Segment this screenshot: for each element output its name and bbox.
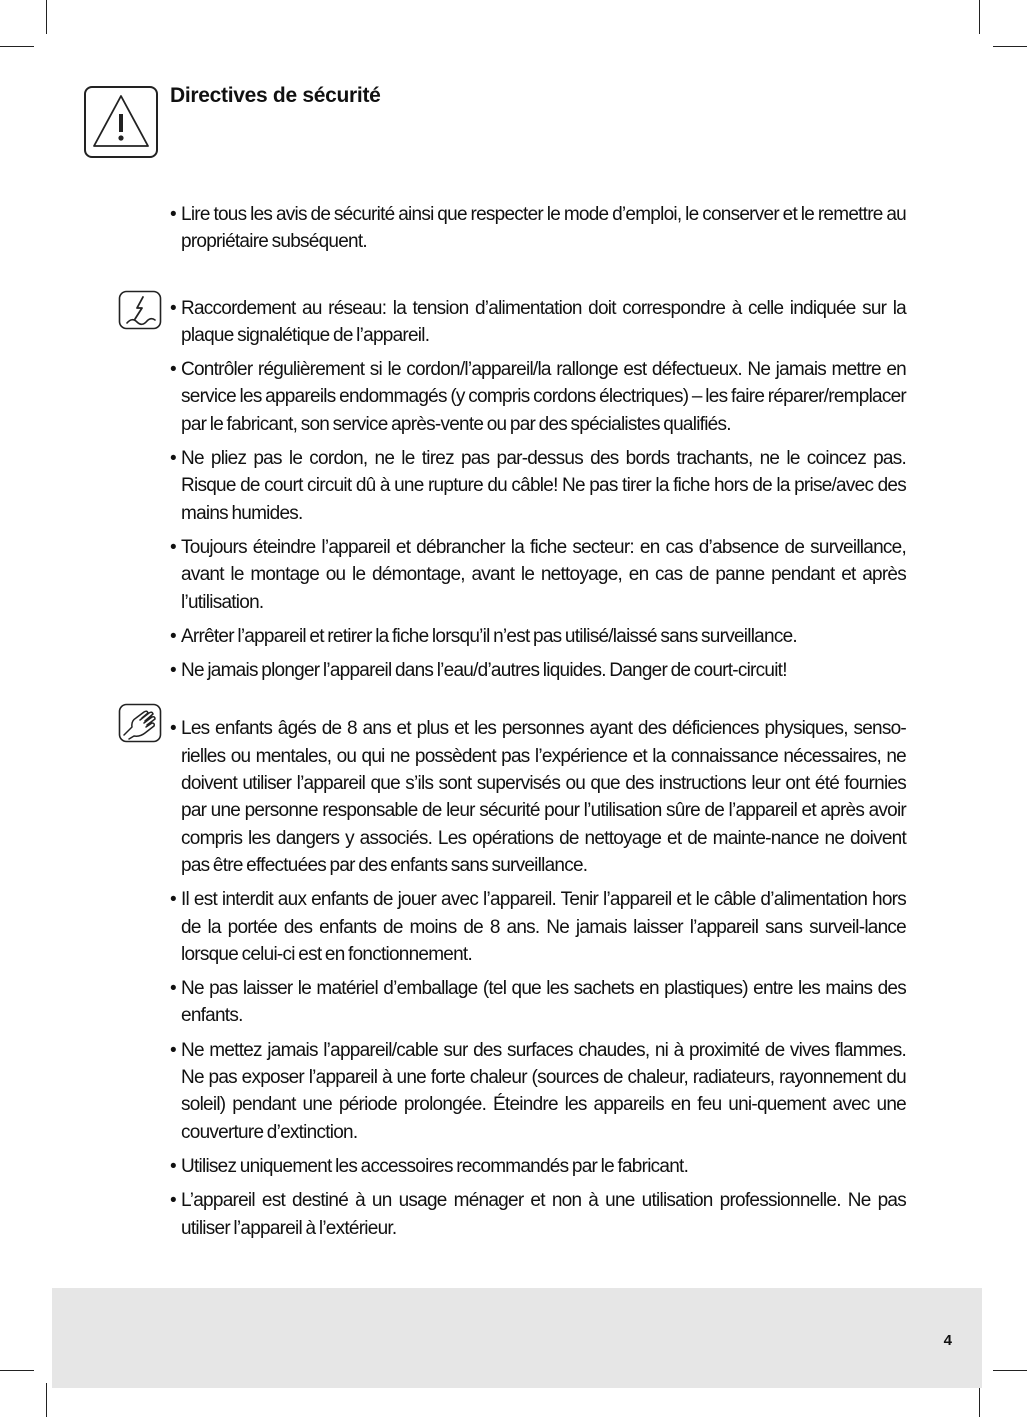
spacer (170, 691, 906, 715)
bullet: • (170, 297, 176, 319)
item-text: Ne pas laisser le matériel d’emballage (tel que les sachets en plastiques) entre les mains des enfants. (181, 978, 906, 1027)
list-item (170, 975, 906, 1030)
general-safety-list (170, 201, 906, 256)
bullet: • (170, 889, 176, 911)
spacer (170, 263, 906, 295)
item-text: Les enfants âgés de 8 ans et plus et les personnes ayant des déficiences physiques, senso-rielles ou mentales, ou qui ne possèdent pas l’expérience et la connaissance nécessaires, ne doivent utiliser l’appareil que s’ils sont supervisés ou que des instructions leur ont été fournies par une personne responsable de leur sécurité pour l’utilisation sûre de l’appareil et après avoir compris les dangers y associés. Les opérations de nettoyage et de mainte-nance ne doivent pas être effectuées par des enfants sans surveillance. (181, 718, 906, 876)
crop-mark (0, 1370, 34, 1371)
bullet: • (170, 660, 176, 682)
list-item (170, 201, 906, 256)
list-item (170, 657, 906, 684)
item-text: Lire tous les avis de sécurité ainsi que respecter le mode d’emploi, le conserver et le remettre au propriétaire subséquent. (181, 204, 906, 253)
crop-mark (46, 0, 47, 34)
list-item (170, 445, 906, 527)
list-item (170, 1153, 906, 1180)
bullet: • (170, 1190, 176, 1212)
list-item (170, 1037, 906, 1146)
bullet: • (170, 718, 176, 740)
crop-mark (979, 1383, 980, 1417)
item-text: Utilisez uniquement les accessoires recommandés par le fabricant. (181, 1155, 689, 1177)
list-item (170, 534, 906, 616)
bullet: • (170, 204, 176, 225)
crop-mark (993, 1370, 1027, 1371)
bullet: • (170, 625, 176, 647)
electrical-safety-list (170, 295, 906, 685)
crop-mark (0, 46, 34, 47)
item-text: Contrôler régulièrement si le cordon/l’appareil/la rallonge est défectueux. Ne jamais mettre en service les appareils endommagés (y compris cordons électriques) – les faire réparer/remplacer par le fabricant, son service après-vente ou par des spécialistes qualifiés. (181, 359, 906, 435)
hand-child-safety-icon (118, 703, 162, 743)
crop-mark (993, 46, 1027, 47)
item-text: Raccordement au réseau: la tension d’alimentation doit correspondre à celle indiquée sur la plaque signalétique de l’appareil. (181, 297, 906, 346)
list-item (170, 886, 906, 968)
bullet: • (170, 1039, 176, 1061)
children-safety-list (170, 715, 906, 1241)
item-text: Il est interdit aux enfants de jouer avec l’appareil. Tenir l’appareil et le câble d’alimentation hors de la portée des enfants de moins de 8 ans. Ne jamais laisser l’appareil sans surveil-lance lorsque celui-ci est en fonctionnement. (181, 889, 906, 965)
bullet: • (170, 536, 176, 558)
safety-content (170, 201, 906, 1249)
item-text: Toujours éteindre l’appareil et débrancher la fiche secteur: en cas d’absence de surveillance, avant le montage ou le démontage, avant le nettoyage, en cas de panne pendant et après l’utilisation. (181, 536, 906, 613)
item-text: Ne mettez jamais l’appareil/cable sur des surfaces chaudes, ni à proximité de vives flammes. Ne pas exposer l’appareil à une forte chaleur (sources de chaleur, radiateurs, rayonnement du soleil) pendant une période prolongée. Éteindre les appareils en feu uni-quement avec une couverture d’extinction. (181, 1039, 906, 1143)
page-number: 4 (943, 1332, 952, 1349)
list-item (170, 623, 906, 650)
list-item (170, 356, 906, 438)
list-item (170, 295, 906, 350)
item-text: Ne jamais plonger l’appareil dans l’eau/d’autres liquides. Danger de court-circuit! (181, 660, 787, 682)
list-item (170, 1187, 906, 1242)
item-text: L’appareil est destiné à un usage ménager et non à une utilisation professionnelle. Ne pas utiliser l’appareil à l’extérieur. (181, 1190, 906, 1239)
bullet: • (170, 448, 176, 470)
crop-mark (46, 1383, 47, 1417)
bullet: • (170, 1155, 176, 1177)
bullet: • (170, 359, 176, 381)
item-text: Arrêter l’appareil et retirer la fiche lorsqu’il n’est pas utilisé/laissé sans surveillance. (181, 625, 797, 647)
list-item (170, 715, 906, 879)
electric-hazard-icon (118, 290, 162, 330)
item-text: Ne pliez pas le cordon, ne le tirez pas par-dessus des bords trachants, ne le coincez pas. Risque de court circuit dû à une rupture du câble! Ne pas tirer la fiche hors de la prise/avec des mains humides. (181, 448, 906, 524)
page-footer (52, 1288, 982, 1388)
page-title: Directives de sécurité (170, 84, 381, 107)
crop-mark (979, 0, 980, 34)
warning-triangle-icon (84, 86, 158, 158)
bullet: • (170, 978, 176, 1000)
